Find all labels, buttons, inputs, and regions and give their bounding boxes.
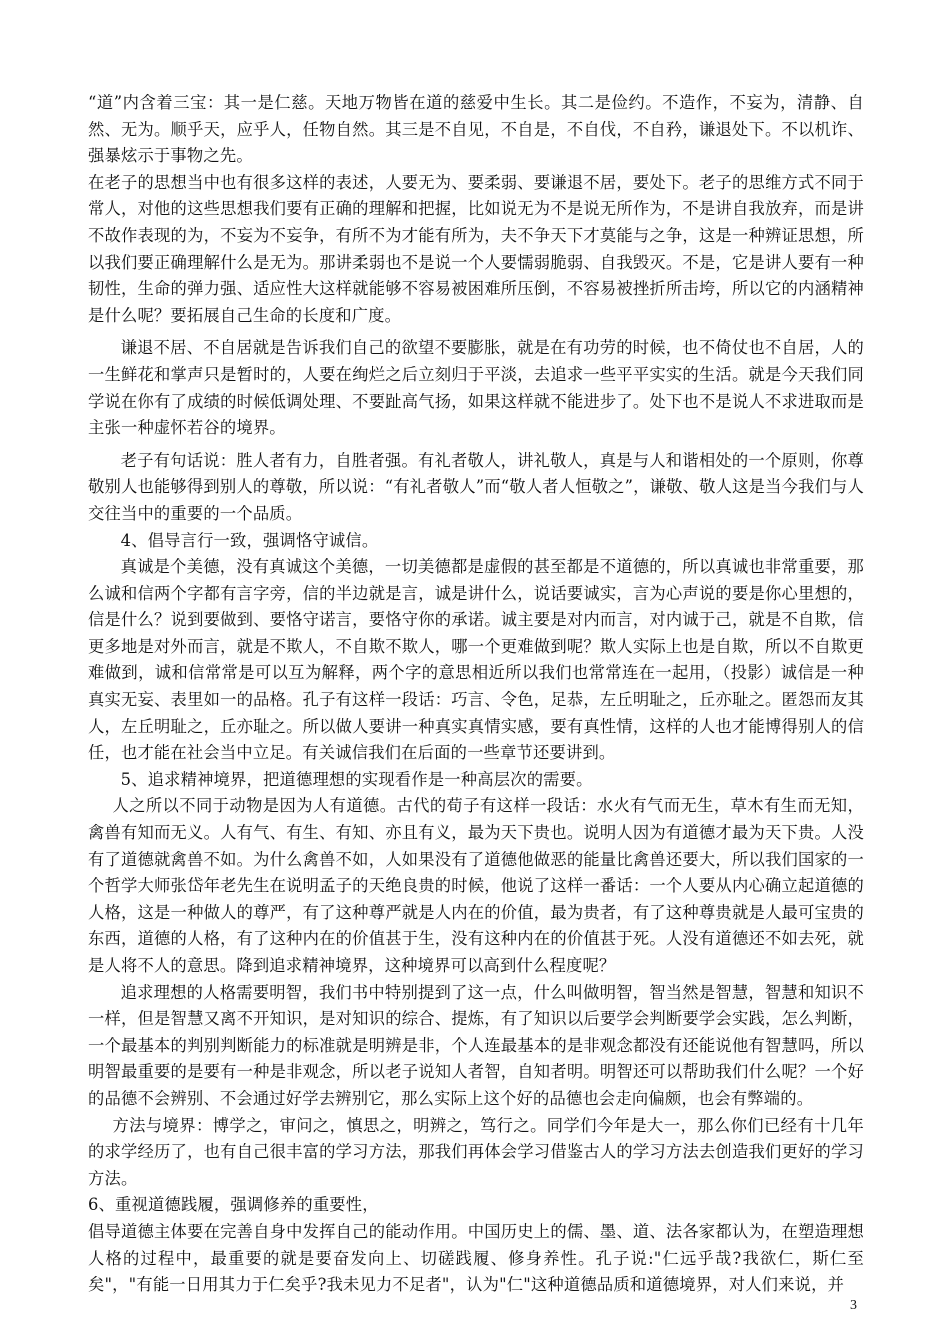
paragraph-respect: 老子有句话说：胜人者有力，自胜者强。有礼者敬人，讲礼敬人，真是与人和谐相处的一个原则，你尊敬别人也能够得到别人的尊敬，所以说：“有礼者敬人”而“敬人者人恒敬之”，谦敬、敬人这是当今我们与人交往当中的重要的一个品质。 xyxy=(88,450,864,523)
heading-section-4: 4、倡导言行一致，强调恪守诚信。 xyxy=(120,530,379,550)
heading-section-6: 6、重视道德践履，强调修养的重要性， xyxy=(88,1195,379,1215)
paragraph-practice: 倡导道德主体要在完善自身中发挥自己的能动作用。中国历史上的儒、墨、道、法各家都认为，在塑造理想人格的过程中，最重要的就是要奋发向上、切磋践履、修身养性。孔子说:"仁远乎哉?我欲仁，斯仁至矣"，"有能一日用其力于仁矣乎?我未见力不足者"，认为"仁"这种道德品质和道德境界，对人们来说，并 xyxy=(88,1221,864,1295)
paragraph-wuwei: 在老子的思想当中也有很多这样的表述，人要无为、要柔弱、要谦退不居，要处下。老子的思维方式不同于常人，对他的这些思想我们要有正确的理解和把握，比如说无为不是说无所作为，不是讲自我放弃，而是讲不故作表现的为，不妄为不妄争，有所不为才能有所为，夫不争天下才莫能与之争，这是一种辨证思想，所以我们要正确理解什么是无为。那讲柔弱也不是说一个人要懦弱脆弱、自我毁灭。不是，它是讲人要有一种韧性，生命的弹力强、适应性大这样就能够不容易被困难所压倒，不容易被挫折所击垮，所以它的内涵精神是什么呢？要拓展自己生命的长度和广度。 xyxy=(88,172,864,325)
heading-section-5: 5、追求精神境界，把道德理想的实现看作是一种高层次的需要。 xyxy=(120,769,593,789)
paragraph-morality: 人之所以不同于动物是因为人有道德。古代的荀子有这样一段话：水火有气而无生，草木有生而无知，禽兽有知而无义。人有气、有生、有知、亦且有义，最为天下贵也。说明人因为有道德才最为天下贵。人没有了道德就禽兽不如。为什么禽兽不如，人如果没有了道德他做恶的能量比禽兽还要大，所以我们国家的一个哲学大师张岱年老先生在说明孟子的天绝良贵的时候，他说了这样一番话：一个人要从内心确立起道德的人格，这是一种做人的尊严，有了这种尊严就是人内在的价值，最为贵者，有了这种尊贵就是人最可宝贵的东西，道德的人格，有了这种内在的价值甚于生，没有这种内在的价值甚于死。人没有道德还不如去死，就是人将不人的意思。降到追求精神境界，这种境界可以高到什么程度呢？ xyxy=(88,796,864,975)
paragraph-three-treasures: “道”内含着三宝：其一是仁慈。天地万物皆在道的慈爱中生长。其二是俭约。不造作，不妄为，清静、自然、无为。顺乎天，应乎人，任物自然。其三是不自见，不自是，不自伐，不自矜，谦退处下。不以机诈、强暴炫示于事物之先。 xyxy=(88,93,864,166)
document-body xyxy=(88,90,864,1299)
paragraph-methods: 方法与境界：博学之，审问之，慎思之，明辨之，笃行之。同学们今年是大一，那么你们已经有十几年的求学经历了，也有自己很丰富的学习方法，那我们再体会学习借鉴古人的学习方法去创造我们更好的学习方法。 xyxy=(88,1115,864,1188)
page-number: 3 xyxy=(850,1298,857,1313)
paragraph-wisdom: 追求理想的人格需要明智，我们书中特别提到了这一点，什么叫做明智，智当然是智慧，智慧和知识不一样，但是智慧又离不开知识，是对知识的综合、提炼，有了知识以后要学会判断要学会实践，怎么判断，一个最基本的判别判断能力的标准就是明辨是非，个人连最基本的是非观念都没有还能说他有智慧吗，所以明智最重要的是要有一种是非观念，所以老子说知人者智，自知者明。明智还可以帮助我们什么呢？一个好的品德不会辨别、不会通过好学去辨别它，那么实际上这个好的品德也会走向偏颇，也会有弊端的。 xyxy=(88,982,864,1108)
paragraph-modesty: 谦退不居、不自居就是告诉我们自己的欲望不要膨胀，就是在有功劳的时候，也不倚仗也不自居，人的一生鲜花和掌声只是暂时的，人要在绚烂之后立刻归于平淡，去追求一些平平实实的生活。就是今天我们同学说在你有了成绩的时候低调处理、不要趾高气扬，如果这样就不能进步了。处下也不是说人不求进取而是主张一种虚怀若谷的境界。 xyxy=(88,338,864,438)
paragraph-sincerity: 真诚是个美德，没有真诚这个美德，一切美德都是虚假的甚至都是不道德的，所以真诚也非常重要，那么诚和信两个字都有言字旁，信的半边就是言，诚是讲什么，说话要诚实，言为心声说的要是你心里想的，信是什么？说到要做到、要恪守诺言，要恪守你的承诺。诚主要是对内而言，对内诚于己，就是不自欺，信更多地是对外而言，就是不欺人，不自欺不欺人，哪一个更难做到呢？欺人实际上也是自欺，所以不自欺更难做到，诚和信常常是可以互为解释，两个字的意思相近所以我们也常常连在一起用，（投影）诚信是一种真实无妄、表里如一的品格。孔子有这样一段话：巧言、令色，足恭，左丘明耻之，丘亦耻之。匿怨而友其人，左丘明耻之，丘亦耻之。所以做人要讲一种真实真情实感，要有真性情，这样的人也才能博得别人的信任，也才能在社会当中立足。有关诚信我们在后面的一些章节还要讲到。 xyxy=(88,557,864,763)
